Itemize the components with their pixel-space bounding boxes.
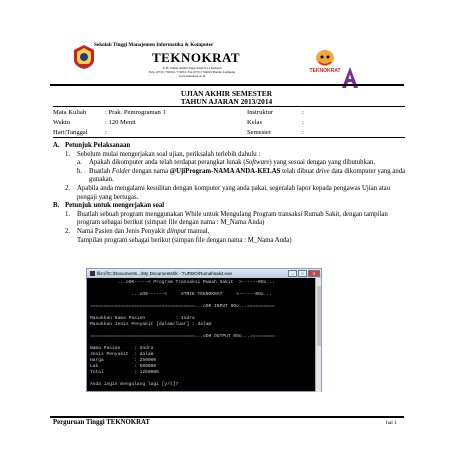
console-line: ======================================...oO0 OUTPUT 0Oo...========= (90, 334, 275, 339)
console-line: Nama Pasien : Indra (90, 346, 154, 351)
list-item: 1. Buatlah sebuah program menggunakan While untuk Mengulang Program transaksi Rumah Sakit, dengan tampilan program sebagai berikut (simpan file dengan nama : M_Nama Anda) (65, 210, 388, 227)
page-number: hal 1 (386, 420, 398, 426)
console-line: Masukkan Jenis Penyakit [dalam/luar] : dalam (90, 322, 212, 327)
instructions (53, 142, 408, 245)
list-item: 2. Nama Pasien dan Jenis Penyakit diinput manual, Tampilan program sebagai berikut (simpan file dengan nama : M_Nama Anda) (65, 227, 292, 244)
info-row: Mata Kuliah : Prak. Pemrograman 1 Instruktur : (53, 108, 304, 116)
console-line: ...oO0-----< Program Transaksi Rumah Sakit >------0Oo... (90, 280, 275, 285)
console-line: ...oO0------< STMIK TEKNOKRAT >------0Oo... (90, 292, 272, 297)
exam-year: TAHUN AJARAN 2013/2014 (180, 97, 273, 106)
maximize-icon: □ (298, 270, 307, 277)
info-row: Waktu : 120 Menit Kelas : (53, 118, 304, 126)
console-line: Masukkan Nama Pasien : Indra (90, 316, 195, 321)
console-line: Anda ingin mengulang lagi [y/t]? (90, 382, 179, 387)
console-line: Lab : 500000 (90, 364, 157, 369)
exam-version-badge-icon (340, 66, 360, 90)
exam-title: UJIAN AKHIR SEMESTER (180, 89, 273, 98)
list-item: b. Buatlah Folder dengan nama @UjiProgram-NAMA ANDA-KELAS telah dibuat drive data dikomputer yang anda gunakan. (77, 167, 406, 184)
list-item: a. Apakah dikomputer anda telah terdapat perangkat lunak (Software) yang sesuai dengan yang dibutuhkan. (77, 159, 376, 167)
school-name: Sekolah Tinggi Manajemen Informatika & Komputer (94, 42, 214, 48)
footer-institution: Perguruan Tinggi TEKNOKRAT (53, 419, 150, 426)
console-line: Jenis Penyakit : dalam (90, 352, 154, 357)
right-logo-text: TEKNOKRAT (309, 68, 341, 74)
list-item: 1. Sebelum mulai mengerjakan soal ujian, periksalah terlebih dahulu : (65, 150, 261, 158)
console-line: Harga : 250000 (90, 358, 157, 363)
exam-info-table (53, 106, 405, 138)
header-divider (50, 84, 404, 86)
brand-name: TEKNOKRAT (152, 50, 241, 65)
console-line: Total : 1250000 (90, 370, 159, 375)
console-output (87, 278, 321, 391)
school-address: Jl. H. Zainal Abidin Pagar Alam 9-11 Kedaton Telp. (0721) 702022, 774061, Fax (0721) 702022 Bandar Lampung www.teknokrat.ac.id (148, 66, 236, 78)
info-row: Hari/Tanggal : Semester : (53, 128, 304, 136)
teknokrat-logo-icon (72, 44, 96, 70)
section-b-heading: B. Petunjuk untuk mengerjakan soal (53, 202, 165, 210)
section-a-heading: A. Petunjuk Pelaksanaan (53, 142, 131, 149)
console-title: file:///C:/Documents.../My Documents/tk - TURBO/Rumahsakit.exe (97, 271, 232, 276)
console-scrollbar (315, 278, 321, 392)
console-titlebar (87, 269, 321, 278)
list-item: 2. Apabila anda mengalami kesulitan dengan komputer yang anda pakai, segeralah lapor kepada pengawas Ujian atau pengaji yang bertugas. (65, 184, 391, 201)
footer-divider (50, 416, 404, 418)
window-controls (288, 270, 320, 277)
console-window-screenshot (86, 268, 322, 392)
console-app-icon (90, 271, 95, 276)
close-icon: ✕ (308, 270, 320, 277)
minimize-icon: – (288, 270, 297, 277)
console-line: ======================================...oO0 INPUT 0Oo...========== (90, 304, 275, 309)
